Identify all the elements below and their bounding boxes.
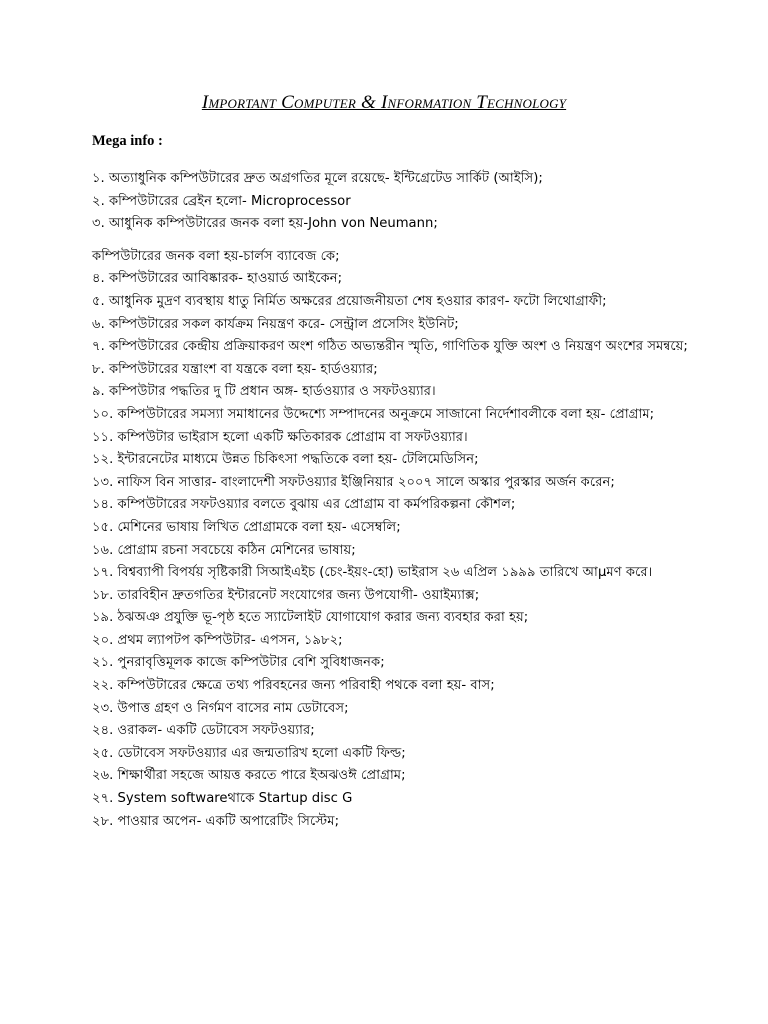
list-item: ২৫. ডেটাবেস সফটওয়্যার এর জন্মতারিখ হলো একটি ফিল্ড; [92, 745, 406, 761]
list-item: কম্পিউটারের জনক বলা হয়-চার্লস ব্যাবেজ কে; [92, 248, 340, 264]
list-item: ৭. কম্পিউটারের কেন্দ্রীয় প্রক্রিয়াকরণ অংশ গঠিত অভ্যন্তরীন স্মৃতি, গাণিতিক যুক্তি অংশ ও নিয়ন্ত্রণ অংশের সমন্বয়ে; [92, 339, 688, 355]
list-item: ২৭. System softwareথাকে Startup disc G [92, 791, 353, 807]
lines-group-2 [92, 246, 702, 833]
paragraph-gap [92, 236, 702, 246]
list-item: ২১. পুনরাবৃত্তিমূলক কাজে কম্পিউটার বেশি সুবিধাজনক; [92, 655, 385, 671]
list-item: ১৭. বিশ্বব্যাপী বিপর্যয় সৃষ্টিকারী সিআইএইচ (চেং-ইয়ং-হো) ভাইরাস ২৬ এপ্রিল ১৯৯৯ তারিখে আμমণ করে। [92, 565, 653, 581]
list-item: ১৬. প্রোগ্রাম রচনা সবচেয়ে কঠিন মেশিনের ভাষায়; [92, 542, 356, 558]
list-item: ১২. ইন্টারনেটের মাধ্যমে উন্নত চিকিৎসা পদ্ধতিকে বলা হয়- টেলিমেডিসিন; [92, 452, 479, 468]
content-body [92, 168, 702, 833]
list-item: ১৪. কম্পিউটারের সফটওয়্যার বলতে বুঝায় এর প্রোগ্রাম বা কর্মপরিকল্পনা কৌশল; [92, 497, 516, 513]
list-item: ৩. আধুনিক কম্পিউটারের জনক বলা হয়-John von Neumann; [92, 216, 438, 232]
list-item: ১১. কম্পিউটার ভাইরাস হলো একটি ক্ষতিকারক প্রোগ্রাম বা সফটওয়্যার। [92, 429, 468, 445]
list-item: ৮. কম্পিউটারের যন্ত্রাংশ বা যন্ত্রকে বলা হয়- হার্ডওয়্যার; [92, 361, 378, 377]
list-item: ১৩. নাফিস বিন সাত্তার- বাংলাদেশী সফটওয়্যার ইঞ্জিনিয়ার ২০০৭ সালে অস্কার পুরস্কার অর্জন করেন; [92, 474, 615, 490]
list-item: ২০. প্রথম ল্যাপটপ কম্পিউটার- এপসন, ১৯৮২; [92, 632, 343, 648]
list-item: ৯. কম্পিউটার পদ্ধতির দু টি প্রধান অঙ্গ- হার্ডওয়্যার ও সফটওয়্যার। [92, 384, 436, 400]
list-item: ২৪. ওরাকল- একটি ডেটাবেস সফটওয়্যার; [92, 723, 315, 739]
list-item: ২. কম্পিউটারের ব্রেইন হলো- Microprocessor [92, 193, 351, 209]
meta-label: Mega info : [92, 133, 163, 149]
list-item: ১৯. ঠঝঅঞ প্রযুক্তি ভূ-পৃষ্ঠ হতে স্যাটেলাইট যোগাযোগ করার জন্য ব্যবহার করা হয়; [92, 610, 529, 626]
list-item: ১৮. তারবিহীন দ্রুতগতির ইন্টারনেট সংযোগের জন্য উপযোগী- ওয়াইম্যাক্স; [92, 587, 480, 603]
list-item: ১৫. মেশিনের ভাষায় লিখিত প্রোগ্রামকে বলা হয়- এসেম্বলি; [92, 519, 401, 535]
list-item: ২৮. পাওয়ার অপেন- একটি অপারেটিং সিস্টেম; [92, 813, 340, 829]
list-item: ১. অত্যাধুনিক কম্পিউটারের দ্রুত অগ্রগতির মূলে রয়েছে- ইন্টিগ্রেটেড সার্কিট (আইসি); [92, 171, 543, 186]
list-item: ৪. কম্পিউটারের আবিষ্কারক- হাওয়ার্ড আইকেন; [92, 271, 343, 287]
document-title: Important Computer & Information Technology [201, 92, 567, 113]
list-item: ২৩. উপাত্ত গ্রহণ ও নির্গমণ বাসের নাম ডেটাবেস; [92, 700, 349, 716]
list-item: ৬. কম্পিউটারের সকল কার্যক্রম নিয়ন্ত্রণ করে- সেন্ট্রাল প্রসেসিং ইউনিট; [92, 316, 459, 332]
list-item: ১০. কম্পিউটারের সমস্যা সমাধানের উদ্দেশ্যে সম্পাদনের অনুক্রমে সাজানো নির্দেশাবলীকে বলা হয়- প্রোগ্রাম; [92, 406, 655, 422]
list-item: ২২. কম্পিউটারের ক্ষেত্রে তথ্য পরিবহনের জন্য পরিবাহী পথকে বলা হয়- বাস; [92, 678, 495, 694]
list-item: ৫. আধুনিক মুদ্রণ ব্যবস্থায় ধাতু নির্মিত অক্ষরের প্রয়োজনীয়তা শেষ হওয়ার কারণ- ফটো লিথোগ্রাফী; [92, 293, 607, 309]
list-item: ২৬. শিক্ষার্থীরা সহজে আয়ত্ত করতে পারে ইঅঝওঈ প্রোগ্রাম; [92, 768, 406, 784]
lines-group-1 [92, 168, 702, 236]
